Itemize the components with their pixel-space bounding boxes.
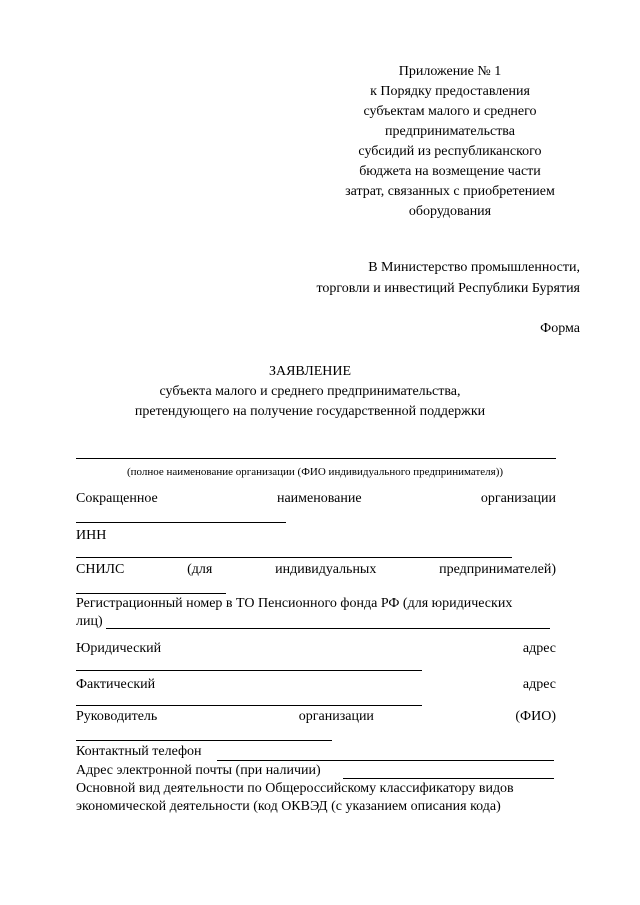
appendix-line: оборудования (408, 204, 492, 219)
email-label: Адрес электронной почты (при наличии) (76, 763, 321, 778)
pfr-field-line[interactable] (106, 628, 550, 629)
head-field-line[interactable] (76, 740, 332, 741)
snils-word: предпринимателей) (439, 562, 556, 577)
appendix-line: затрат, связанных с приобретением (345, 184, 555, 199)
legal-address-field-line[interactable] (76, 670, 422, 671)
inn-label: ИНН (76, 528, 107, 543)
document-subtitle-1: субъекта малого и среднего предпринимательства, (159, 384, 461, 399)
actual-address-field-line[interactable] (76, 705, 422, 706)
appendix-line: субсидий из республиканского (358, 144, 542, 159)
appendix-line: к Порядку предоставления (370, 84, 530, 99)
legal-address-word: адрес (522, 641, 556, 656)
appendix-line: Приложение № 1 (398, 64, 502, 79)
okved-label-line-1: Основной вид деятельности по Общероссийскому классификатору видов (76, 781, 514, 796)
form-label: Форма (540, 321, 580, 336)
appendix-line: предпринимательства (385, 124, 515, 139)
appendix-line: бюджета на возмещение части (359, 164, 541, 179)
snils-word: индивидуальных (275, 562, 377, 577)
snils-word: СНИЛС (76, 562, 125, 577)
email-field-line[interactable] (343, 778, 554, 779)
snils-field-line[interactable] (76, 593, 226, 594)
actual-address-word: адрес (522, 677, 556, 692)
document-subtitle-2: претендующего на получение государственной поддержки (134, 404, 486, 419)
appendix-line: субъектам малого и среднего (363, 104, 537, 119)
legal-address-label (76, 641, 556, 657)
short-name-word: Сокращенное (76, 491, 158, 506)
full-name-field-line[interactable] (76, 458, 556, 459)
addressee-line-2: торговли и инвестиций Республики Бурятия (316, 281, 580, 296)
pfr-label-line-1: Регистрационный номер в ТО Пенсионного фонда РФ (для юридических (76, 596, 513, 611)
full-name-caption: (полное наименование организации (ФИО индивидуального предпринимателя)) (126, 466, 504, 478)
appendix-block (330, 62, 570, 222)
document-heading (60, 362, 560, 422)
legal-address-word: Юридический (76, 641, 162, 656)
short-name-label (76, 491, 556, 507)
head-label (76, 709, 556, 725)
head-word: (ФИО) (515, 709, 556, 724)
actual-address-label (76, 677, 556, 693)
head-word: организации (298, 709, 374, 724)
addressee-line-1: В Министерство промышленности, (368, 260, 580, 275)
short-name-word: организации (480, 491, 556, 506)
snils-label (76, 562, 556, 578)
phone-field-line[interactable] (217, 760, 554, 761)
snils-word: (для (187, 562, 213, 577)
okved-label-line-2: экономической деятельности (код ОКВЭД (с указанием описания кода) (76, 799, 501, 814)
document-title: ЗАЯВЛЕНИЕ (268, 364, 352, 379)
inn-field-line[interactable] (76, 557, 512, 558)
phone-label: Контактный телефон (76, 744, 202, 759)
short-name-field-line[interactable] (76, 522, 286, 523)
actual-address-word: Фактический (76, 677, 156, 692)
head-word: Руководитель (76, 709, 158, 724)
pfr-label-line-2: лиц) (76, 614, 103, 629)
short-name-word: наименование (276, 491, 362, 506)
